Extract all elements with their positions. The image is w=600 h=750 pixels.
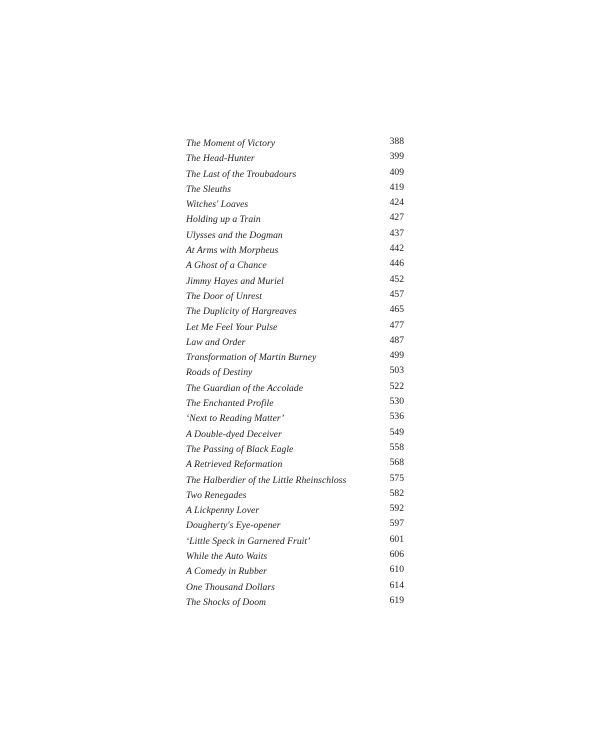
- toc-entry: [186, 562, 404, 577]
- page-number: 399: [389, 151, 404, 163]
- page-number: 601: [389, 533, 404, 545]
- page-number: 614: [389, 579, 404, 591]
- page-number: 424: [389, 197, 404, 209]
- story-title: A Lickpenny Lover: [186, 505, 260, 517]
- page-number: 442: [389, 243, 404, 255]
- toc-entry: [186, 226, 404, 241]
- page-number: 457: [389, 288, 404, 300]
- page-number: 606: [389, 549, 404, 561]
- toc-entry: [186, 547, 404, 562]
- story-title: A Double-dyed Deceiver: [186, 428, 282, 440]
- page-number: 558: [389, 441, 404, 453]
- page-number: 568: [389, 457, 404, 469]
- toc-entry: [186, 302, 404, 317]
- story-title: Two Renegades: [186, 489, 247, 501]
- story-title: While the Auto Waits: [186, 551, 268, 563]
- toc-entry: [186, 532, 404, 547]
- story-title: A Comedy in Rubber: [186, 566, 267, 578]
- toc-entry: [186, 134, 404, 149]
- story-title: Let Me Feel Your Pulse: [186, 321, 278, 333]
- toc-entry: [186, 486, 404, 501]
- page-number: 549: [389, 426, 404, 438]
- toc-entry: [186, 471, 404, 486]
- toc-entry: [186, 149, 404, 164]
- page-number: 499: [389, 350, 404, 362]
- story-title: The Door of Unrest: [186, 290, 262, 302]
- page-number: 619: [389, 594, 404, 606]
- toc-entry: [186, 287, 404, 302]
- toc-entry: [186, 425, 404, 440]
- story-title: Law and Order: [186, 336, 246, 348]
- toc-entry: [186, 241, 404, 256]
- page-number: 536: [389, 411, 404, 423]
- story-title: The Last of the Troubadours: [186, 168, 297, 180]
- page-number: 610: [389, 564, 404, 576]
- story-title: Dougherty's Eye-opener: [186, 520, 281, 532]
- toc-entry: [186, 578, 404, 593]
- toc-entry: [186, 363, 404, 378]
- story-title: The Shocks of Doom: [186, 596, 267, 608]
- story-title: The Passing of Black Eagle: [186, 443, 294, 455]
- story-title: ‘Little Speck in Garnered Fruit’: [186, 535, 311, 547]
- story-title: Transformation of Martin Burney: [186, 352, 317, 364]
- toc-entry: [186, 180, 404, 195]
- page-number: 465: [389, 304, 404, 316]
- page-number: 446: [389, 258, 404, 270]
- table-of-contents: [186, 134, 404, 608]
- story-title: The Duplicity of Hargreaves: [186, 306, 297, 318]
- page-number: 582: [389, 487, 404, 499]
- page-number: 487: [389, 334, 404, 346]
- page-number: 530: [389, 396, 404, 408]
- toc-entry: [186, 195, 404, 210]
- page-number: 437: [389, 227, 404, 239]
- page-number: 477: [389, 319, 404, 331]
- toc-entry: [186, 516, 404, 531]
- page-number: 592: [389, 503, 404, 515]
- story-title: The Halberdier of the Little Rheinschloss: [186, 474, 347, 486]
- page-number: 522: [389, 380, 404, 392]
- story-title: The Moment of Victory: [186, 138, 276, 149]
- toc-entry: [186, 379, 404, 394]
- page-number: 409: [389, 166, 404, 178]
- toc-entry: [186, 409, 404, 424]
- story-title: Witches' Loaves: [186, 199, 249, 211]
- toc-entry: [186, 440, 404, 455]
- toc-entry: [186, 348, 404, 363]
- story-title: At Arms with Morpheus: [186, 245, 279, 257]
- toc-entry: [186, 272, 404, 287]
- toc-entry: [186, 165, 404, 180]
- toc-entry: [186, 501, 404, 516]
- story-title: Roads of Destiny: [186, 367, 253, 379]
- story-title: Holding up a Train: [186, 214, 261, 226]
- page-number: 575: [389, 472, 404, 484]
- story-title: Jimmy Hayes and Muriel: [186, 275, 284, 287]
- page-number: 452: [389, 273, 404, 285]
- toc-entry: [186, 394, 404, 409]
- page-number: 597: [389, 518, 404, 530]
- toc-entry: [186, 256, 404, 271]
- story-title: The Enchanted Profile: [186, 398, 274, 410]
- page-number: 388: [389, 136, 404, 147]
- page-number: 427: [389, 212, 404, 224]
- story-title: The Head-Hunter: [186, 153, 255, 165]
- toc-entry: [186, 333, 404, 348]
- toc-entry: [186, 593, 404, 608]
- story-title: The Sleuths: [186, 183, 232, 195]
- story-title: The Guardian of the Accolade: [186, 382, 304, 394]
- toc-entry: [186, 318, 404, 333]
- page-number: 419: [389, 181, 404, 193]
- story-title: ‘Next to Reading Matter’: [186, 413, 285, 425]
- toc-entry: [186, 210, 404, 225]
- story-title: A Retrieved Reformation: [186, 459, 283, 471]
- page-number: 503: [389, 365, 404, 377]
- story-title: A Ghost of a Chance: [186, 260, 267, 272]
- toc-entry: [186, 455, 404, 470]
- story-title: Ulysses and the Dogman: [186, 229, 283, 241]
- story-title: One Thousand Dollars: [186, 581, 275, 593]
